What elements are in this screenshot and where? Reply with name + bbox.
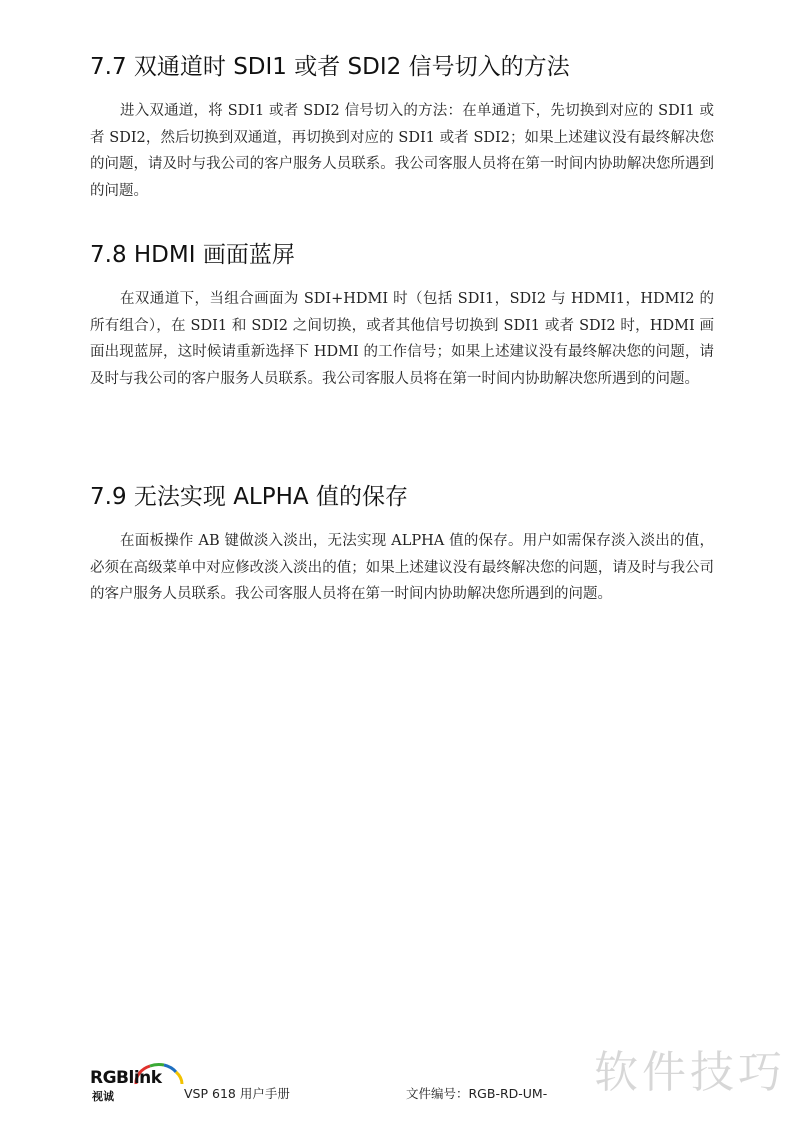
- rgblink-logo: [90, 1062, 182, 1104]
- section-7-7: [90, 52, 714, 204]
- document-number: 文件编号：RGB-RD-UM-: [406, 1086, 548, 1101]
- section-7-8: [90, 240, 714, 392]
- section-paragraph: 进入双通道，将 SDI1 或者 SDI2 信号切入的方法：在单通道下，先切换到对应的 SDI1 或者 SDI2，然后切换到双通道，再切换到对应的 SDI1 或者 SDI2；如果上述建议没有最终解决您的问题，请及时与我公司的客户服务人员联系。我公司客服人员将在第一时间内协助解决您所遇到的问题。: [90, 103, 714, 199]
- section-7-9: [90, 482, 714, 608]
- manual-name: VSP 618 用户手册: [184, 1086, 290, 1101]
- logo-subtext: 视诚: [92, 1090, 114, 1103]
- section-heading: 7.9 无法实现 ALPHA 值的保存: [90, 484, 408, 510]
- section-paragraph: 在双通道下，当组合画面为 SDI+HDMI 时（包括 SDI1，SDI2 与 HDMI1，HDMI2 的所有组合），在 SDI1 和 SDI2 之间切换，或者其他信号切换到 SDI1 或者 SDI2 时，HDMI 画面出现蓝屏，这时候请重新选择下 HDMI 的工作信号；如果上述建议没有最终解决您的问题，请及时与我公司的客户服务人员联系。我公司客服人员将在第一时间内协助解决您所遇到的问题。: [90, 291, 714, 387]
- section-heading: 7.8 HDMI 画面蓝屏: [90, 242, 295, 268]
- watermark: 软件技巧: [594, 1047, 786, 1098]
- section-paragraph: 在面板操作 AB 键做淡入淡出，无法实现 ALPHA 值的保存。用户如需保存淡入淡出的值，必须在高级菜单中对应修改淡入淡出的值；如果上述建议没有最终解决您的问题，请及时与我公司的客户服务人员联系。我公司客服人员将在第一时间内协助解决您所遇到的问题。: [90, 533, 714, 602]
- section-heading: 7.7 双通道时 SDI1 或者 SDI2 信号切入的方法: [90, 54, 570, 80]
- logo-text: RGBlink: [90, 1068, 162, 1088]
